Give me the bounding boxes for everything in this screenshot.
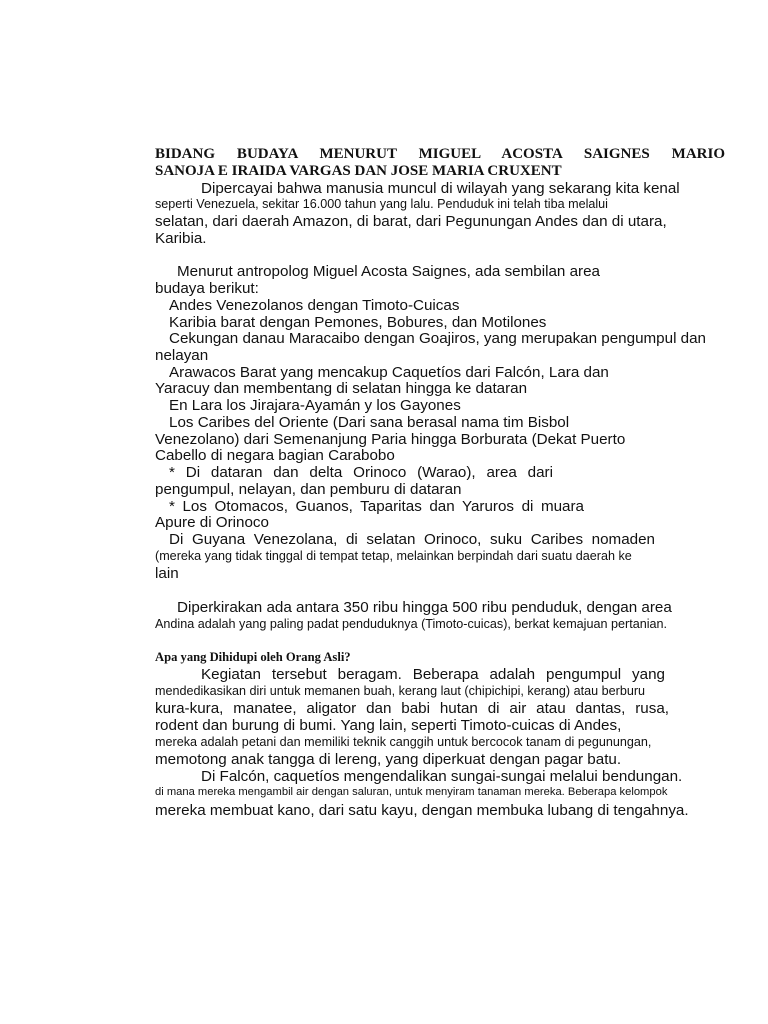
paragraph-3-line-2: Andina adalah yang paling padat penduduknya (Timoto-cuicas), berkat kemajuan pertanian. [155, 617, 668, 631]
paragraph-2-line-15: * Los Otomacos, Guanos, Taparitas dan Yaruros di muara [169, 498, 584, 515]
paragraph-2-line-14: pengumpul, nelayan, dan pemburu di dataran [155, 481, 462, 498]
paragraph-2-line-11: Venezolano) dari Semenanjung Paria hingga Borburata (Dekat Puerto [155, 431, 626, 448]
paragraph-1-line-3: selatan, dari daerah Amazon, di barat, dari Pegunungan Andes dan di utara, [155, 213, 667, 230]
paragraph-2-line-19: lain [155, 565, 179, 582]
document-title-line-1: BIDANG BUDAYA MENURUT MIGUEL ACOSTA SAIGNES MARIO [155, 146, 725, 162]
paragraph-2-line-8: Yaracuy dan membentang di selatan hingga ke dataran [155, 380, 528, 397]
paragraph-1-line-4: Karibia. [155, 230, 207, 247]
paragraph-2-line-13: * Di dataran dan delta Orinoco (Warao), area dari [169, 464, 553, 481]
section-heading: Apa yang Dihidupi oleh Orang Asli? [155, 650, 351, 664]
paragraph-2-line-10: Los Caribes del Oriente (Dari sana berasal nama tim Bisbol [169, 414, 570, 431]
paragraph-3-line-1: Diperkirakan ada antara 350 ribu hingga 500 ribu penduduk, dengan area [177, 599, 672, 616]
paragraph-4-line-4: rodent dan burung di bumi. Yang lain, seperti Timoto-cuicas di Andes, [155, 717, 622, 734]
paragraph-2-line-16: Apure di Orinoco [155, 514, 269, 531]
paragraph-4-line-7: Di Falcón, caquetíos mengendalikan sungai-sungai melalui bendungan. [201, 768, 683, 785]
paragraph-4-line-5: mereka adalah petani dan memiliki teknik canggih untuk bercocok tanam di pegunungan, [155, 735, 652, 749]
paragraph-4-line-3: kura-kura, manatee, aligator dan babi hutan di air atau dantas, rusa, [155, 700, 669, 717]
document-title-line-2: SANOJA E IRAIDA VARGAS DAN JOSE MARIA CRUXENT [155, 163, 562, 179]
paragraph-2-line-1: Menurut antropolog Miguel Acosta Saignes, ada sembilan area [177, 263, 600, 280]
paragraph-4-line-9: mereka membuat kano, dari satu kayu, dengan membuka lubang di tengahnya. [155, 802, 689, 819]
paragraph-2-line-3: Andes Venezolanos dengan Timoto-Cuicas [169, 297, 460, 314]
paragraph-1-line-2: seperti Venezuela, sekitar 16.000 tahun yang lalu. Penduduk ini telah tiba melalui [155, 197, 608, 211]
paragraph-4-line-2: mendedikasikan diri untuk memanen buah, kerang laut (chipichipi, kerang) atau berburu [155, 684, 646, 698]
paragraph-4-line-6: memotong anak tangga di lereng, yang diperkuat dengan pagar batu. [155, 751, 622, 768]
paragraph-4-line-8: di mana mereka mengambil air dengan saluran, untuk menyiram tanaman mereka. Beberapa kelompok [155, 786, 668, 798]
paragraph-2-line-2: budaya berikut: [155, 280, 259, 297]
paragraph-2-line-5: Cekungan danau Maracaibo dengan Goajiros, yang merupakan pengumpul dan [169, 330, 706, 347]
paragraph-2-line-4: Karibia barat dengan Pemones, Bobures, dan Motilones [169, 314, 547, 331]
paragraph-2-line-12: Cabello di negara bagian Carabobo [155, 447, 395, 464]
paragraph-2-line-17: Di Guyana Venezolana, di selatan Orinoco, suku Caribes nomaden [169, 531, 655, 548]
paragraph-2-line-18: (mereka yang tidak tinggal di tempat tetap, melainkan berpindah dari suatu daerah ke [155, 549, 632, 563]
paragraph-1-line-1: Dipercayai bahwa manusia muncul di wilayah yang sekarang kita kenal [201, 180, 680, 197]
paragraph-2-line-9: En Lara los Jirajara-Ayamán y los Gayones [169, 397, 461, 414]
paragraph-2-line-7: Arawacos Barat yang mencakup Caquetíos dari Falcón, Lara dan [169, 364, 609, 381]
paragraph-2-line-6: nelayan [155, 347, 209, 364]
paragraph-4-line-1: Kegiatan tersebut beragam. Beberapa adalah pengumpul yang [201, 666, 665, 683]
